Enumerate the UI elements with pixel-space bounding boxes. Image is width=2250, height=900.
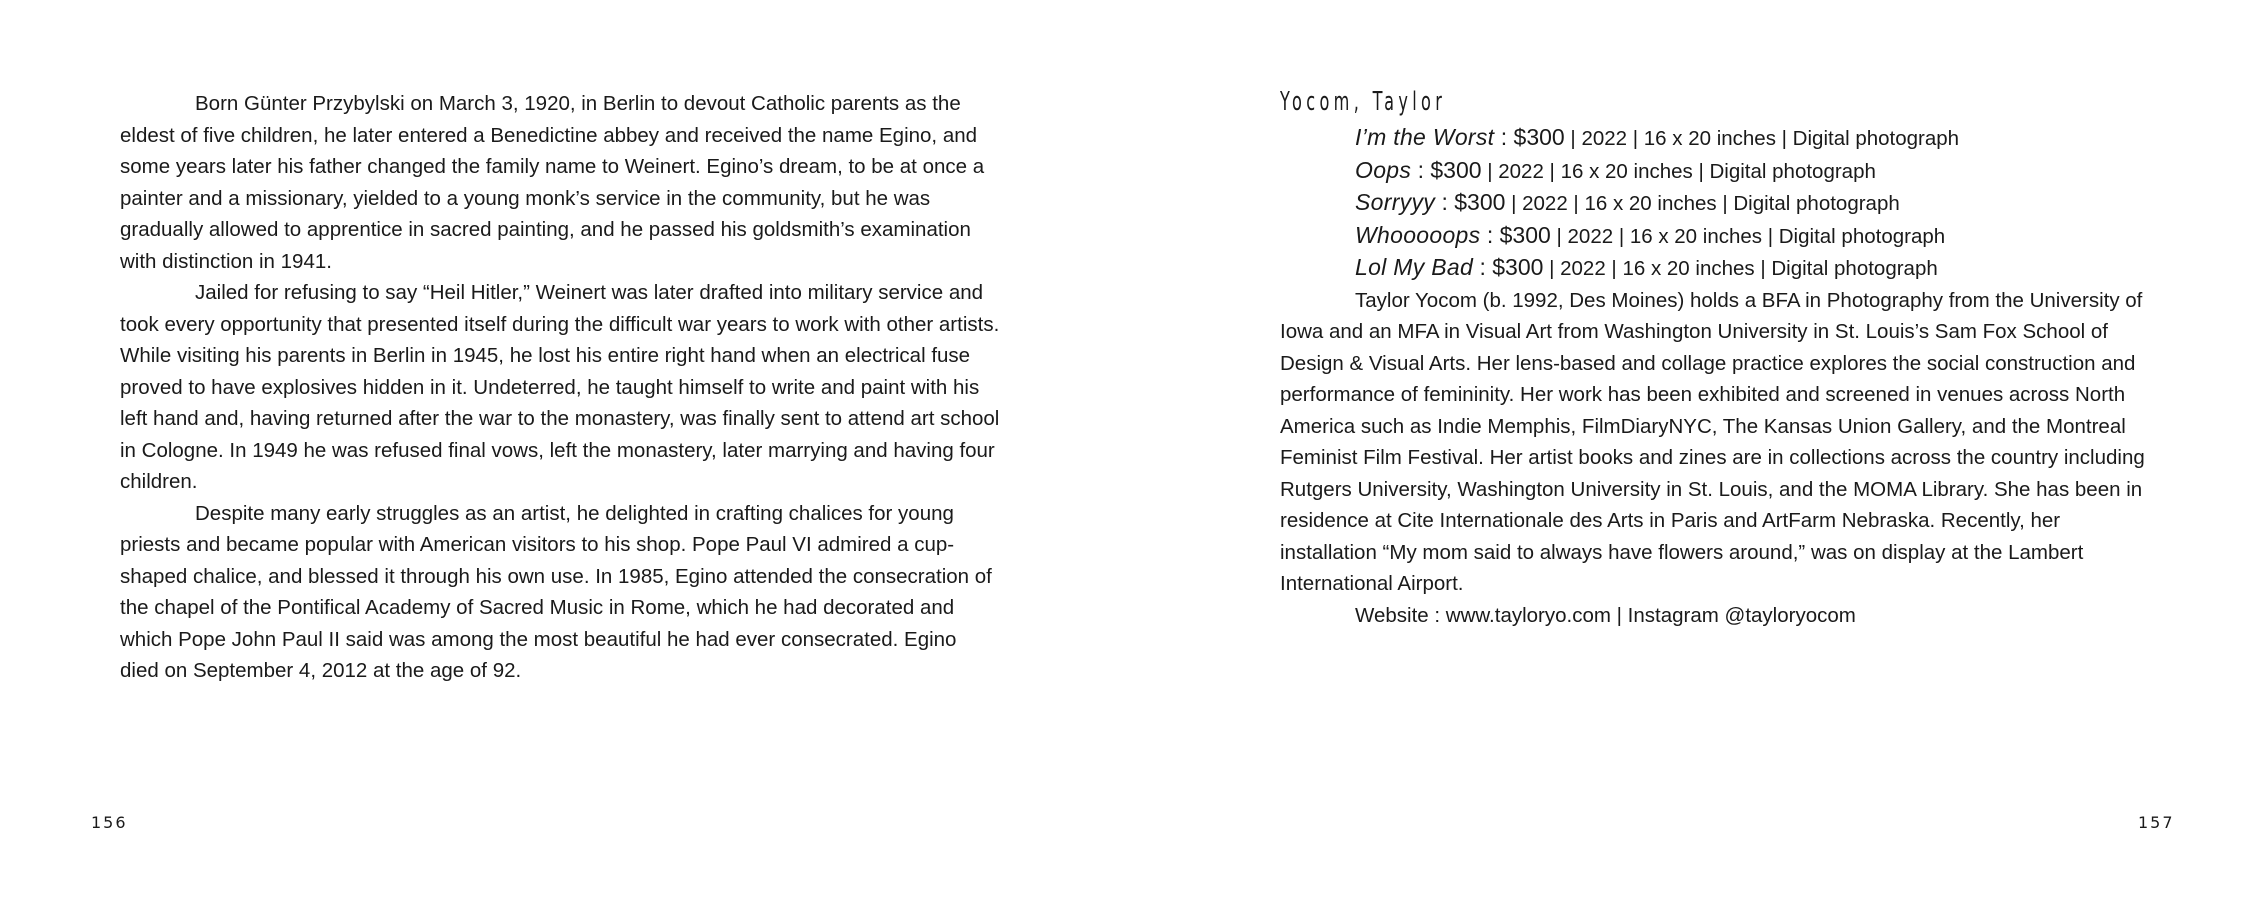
work-listing: Sorryyy : $300 | 2022 | 16 x 20 inches | Digital photograph bbox=[1355, 189, 1900, 215]
paragraph-3: Despite many early struggles as an artist, he delighted in crafting chalices for young priests and became popular with American visitors to his shop. Pope Paul VI admired a cup-shaped chalice, and blessed it through his own use. In 1985, Egino attended the consecration of the chapel of the Pontifical Academy of Sacred Music in Rome, which he had decorated and which Pope John Paul II said was among the most beautiful he had ever consecrated. Egino died on September 4, 2012 at the age of 92. bbox=[120, 501, 992, 682]
work-details: | 2022 | 16 x 20 inches | Digital photograph bbox=[1511, 192, 1900, 215]
work-title: Sorryyy bbox=[1355, 189, 1436, 215]
artist-bio bbox=[1280, 285, 2160, 600]
biography-text bbox=[120, 88, 1000, 687]
website-line: Website : www.tayloryo.com | Instagram @tayloryocom bbox=[1355, 603, 1856, 627]
work-title: Whooooops bbox=[1355, 221, 1481, 248]
page-number-left: 156 bbox=[91, 813, 128, 832]
work-price: $300 bbox=[1492, 254, 1544, 280]
work-listing: Oops : $300 | 2022 | 16 x 20 inches | Digital photograph bbox=[1355, 156, 1876, 183]
work-details: | 2022 | 16 x 20 inches | Digital photograph bbox=[1570, 127, 1960, 150]
work-title: Lol My Bad bbox=[1355, 254, 1474, 280]
right-page bbox=[1125, 0, 2250, 900]
work-listing: I’m the Worst : $300 | 2022 | 16 x 20 inches | Digital photograph bbox=[1355, 124, 1960, 150]
work-price: $300 bbox=[1513, 124, 1565, 150]
paragraph-2: Jailed for refusing to say “Heil Hitler,” Weinert was later drafted into military service and took every opportunity that presented itself during the difficult war years to work with other artists. While visiting his parents in Berlin in 1945, he lost his entire right hand when an electrical fuse proved to have explosives hidden in it. Undeterred, he taught himself to write and paint with his left hand and, having returned after the war to the monastery, was finally sent to attend art school in Cologne. In 1949 he was refused final vows, left the monastery, later marrying and having four children. bbox=[120, 281, 1000, 493]
page-number-right: 157 bbox=[2138, 813, 2175, 832]
artist-entry bbox=[1280, 84, 2160, 631]
work-title: I’m the Worst bbox=[1355, 124, 1495, 150]
work-details: | 2022 | 16 x 20 inches | Digital photograph bbox=[1556, 224, 1946, 248]
work-listing: Whooooops : $300 | 2022 | 16 x 20 inches | Digital photograph bbox=[1355, 221, 1946, 248]
work-price: $300 bbox=[1499, 221, 1551, 248]
work-title: Oops bbox=[1355, 156, 1412, 183]
paragraph-1: Born Günter Przybylski on March 3, 1920, in Berlin to devout Catholic parents as the eldest of five children, he later entered a Benedictine abbey and received the name Egino, and some years later his father changed the family name to Weinert. Egino’s dream, to be at once a painter and a missionary, yielded to a young monk’s service in the community, but he was gradually allowed to apprentice in sacred painting, and he passed his goldsmith’s examination with distinction in 1941. bbox=[120, 92, 985, 273]
bio-paragraph: Taylor Yocom (b. 1992, Des Moines) holds a BFA in Photography from the University of Iowa and an MFA in Visual Art from Washington University in St. Louis’s Sam Fox School of Design & Visual Arts. Her lens-based and collage practice explores the social construction and performance of femininity. Her work has been exhibited and screened in venues across North America such as Indie Memphis, FilmDiaryNYC, The Kansas Union Gallery, and the Montreal Feminist Film Festival. Her artist books and zines are in collections across the country including Rutgers University, Washington University in St. Louis, and the MOMA Library. She has been in residence at Cite Internationale des Arts in Paris and ArtFarm Nebraska. Recently, her installation “My mom said to always have flowers around,” was on display at the Lambert International Airport. bbox=[1280, 288, 2145, 595]
artist-name: Yocom, Taylor bbox=[1280, 87, 1447, 117]
work-details: | 2022 | 16 x 20 inches | Digital photograph bbox=[1487, 159, 1876, 183]
work-details: | 2022 | 16 x 20 inches | Digital photograph bbox=[1549, 257, 1938, 280]
work-price: $300 bbox=[1454, 189, 1506, 215]
work-price: $300 bbox=[1430, 156, 1482, 183]
work-listing: Lol My Bad : $300 | 2022 | 16 x 20 inches | Digital photograph bbox=[1355, 254, 1938, 280]
